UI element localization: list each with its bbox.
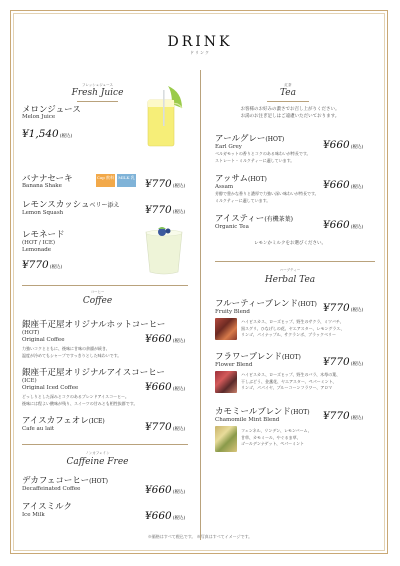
coffee-small-label: コーヒー: [90, 290, 105, 294]
fruity-blend-tax: (税込): [350, 308, 364, 313]
earl-grey-price-value: ¥660: [323, 139, 350, 151]
lemon-squash-name-text: レモンスカッシュ: [22, 200, 90, 210]
hot-coffee-price: [145, 333, 185, 345]
iced-coffee-en: Original Iced Coffee: [22, 385, 79, 391]
tea-intro-line1: お客様のお好みの濃さでお召し上がりください。: [240, 107, 340, 112]
decaf-price: [145, 484, 185, 496]
hot-coffee-en: Original Coffee: [22, 337, 65, 343]
lemonade-price: [22, 259, 62, 271]
assam-name-sub: (HOT): [247, 176, 267, 183]
fruity-blend-image: [215, 318, 237, 340]
hot-coffee-desc-line1: 力強いコクとともに、後味に甘味の余韻が続き、: [22, 346, 110, 351]
iced-coffee-sub: (ICE): [22, 378, 37, 384]
chamomile-blend-tax: (税込): [350, 416, 364, 421]
flower-blend-tax: (税込): [350, 362, 364, 367]
banana-shake-price-value: ¥770: [145, 178, 172, 190]
cafe-au-lait-name-sub: (ICE): [88, 418, 105, 425]
decaf-tax: (税込): [172, 490, 186, 495]
iced-tea-name-sub: (有機茶葉): [264, 216, 293, 223]
iced-tea-name-text: アイスティー: [215, 214, 265, 224]
caffeine-free-small-label: ノンカフェイン: [85, 451, 110, 455]
banana-shake-price: [145, 178, 185, 190]
lemonade-tax: (税込): [49, 265, 63, 270]
earl-grey-price: [323, 139, 363, 151]
assam-name-text: アッサム: [215, 174, 248, 184]
fruity-blend-desc: [241, 319, 381, 339]
flower-blend-desc-line3: リンゴ、パパイヤ、ブルーコーンフラワー、アロマ: [241, 385, 333, 390]
fresh-juice-heading: Fresh Juice: [71, 88, 124, 98]
ice-milk-price: [145, 510, 185, 522]
ice-milk-price-value: ¥660: [145, 510, 172, 522]
earl-grey-name: [215, 132, 284, 144]
assam-desc: [215, 191, 375, 204]
lemon-squash-tax: (税込): [172, 210, 186, 215]
ice-milk-tax: (税込): [172, 516, 186, 521]
flower-blend-en: Flower Blend: [215, 362, 253, 368]
tea-intro: [210, 106, 370, 120]
iced-tea-price-value: ¥660: [323, 219, 350, 231]
chamomile-blend-en: Chamomile Mint Blend: [215, 417, 280, 423]
fruity-blend-price-value: ¥770: [323, 302, 350, 314]
cafe-au-lait-tax: (税込): [172, 427, 186, 432]
melon-juice-image: [138, 82, 190, 148]
lemonade-price-value: ¥770: [22, 259, 49, 271]
iced-tea-price: [323, 219, 363, 231]
fruity-blend-name-text: フルーティーブレンド: [215, 299, 299, 309]
hot-coffee-name: 銀座千疋屋オリジナルホットコーヒー: [22, 320, 166, 330]
chamomile-blend-name-text: カモミールブレンド: [215, 407, 291, 417]
assam-tax: (税込): [350, 185, 364, 190]
herbal-top-rule: [215, 261, 375, 262]
lemon-squash-name: [22, 198, 120, 210]
page-subtitle: ドリンク: [190, 50, 210, 55]
assam-price: [323, 179, 363, 191]
earl-grey-en: Earl Grey: [215, 144, 242, 150]
cafe-au-lait-name-text: アイスカフェオレ: [22, 416, 89, 426]
ice-milk-en: Ice Milk: [22, 512, 45, 518]
fruity-blend-price: [323, 302, 363, 314]
assam-name: [215, 172, 267, 184]
tea-lemon-milk-note: レモンかミルクをお選びください。: [254, 241, 326, 246]
banana-shake-badge-milk: MILK 乳: [117, 174, 136, 187]
lemon-squash-name-small: ベリー添え: [89, 202, 120, 209]
decaf-price-value: ¥660: [145, 484, 172, 496]
melon-juice-en: Melon Juice: [22, 114, 56, 120]
iced-coffee-desc-line1: どっしりとした深みとコクのあるブレンドアイスコーヒー。: [22, 394, 129, 399]
melon-juice-tax: (税込): [59, 134, 73, 139]
chamomile-blend-desc-line1: フェンネル、リンデン、レモンバーム、: [241, 428, 312, 433]
fresh-juice-rule: [77, 101, 118, 102]
flower-blend-name-text: フラワーブレンド: [215, 352, 283, 362]
iced-tea-en: Organic Tea: [215, 224, 249, 230]
melon-juice-name: メロンジュース: [22, 105, 81, 115]
caffeine-free-top-rule: [22, 444, 188, 445]
earl-grey-desc: [215, 151, 375, 164]
herbal-heading: Herbal Tea: [264, 275, 316, 285]
fruity-blend-name: [215, 297, 317, 309]
flower-blend-desc-line1: ハイビスカス、ローズヒップ、野生のバラ、木苺の葉、: [241, 372, 341, 377]
footer-note: ※価格はすべて税込です。 ※写真はすべてイメージです。: [147, 534, 253, 539]
hot-coffee-desc-line2: 温度が冷めてもシャープですっきりとした味わいです。: [22, 352, 122, 358]
flower-blend-desc-line2: 干しぶどう、金盞花、ヤエアスター、ペパーミント、: [241, 378, 337, 384]
tea-rule: [267, 101, 309, 102]
cafe-au-lait-price: [145, 421, 185, 433]
decaf-en: Decaffeinated Coffee: [22, 486, 81, 492]
banana-shake-en: Banana Shake: [22, 183, 62, 189]
chamomile-blend-desc-line2: 甘草、カモミール、やぐるま草、: [241, 434, 301, 440]
iced-tea-tax: (税込): [350, 225, 364, 230]
fruity-blend-desc-line1: ハイビスカス、ローズヒップ、野生のサクラ、ミツバチ、: [241, 319, 344, 324]
chamomile-blend-desc: [241, 428, 381, 448]
decaf-name-text: デカフェコーヒー: [22, 476, 90, 486]
hot-coffee-sub: (HOT): [22, 330, 40, 336]
fresh-juice-small-label: フレッシュジュース: [81, 83, 113, 87]
flower-blend-name: [215, 350, 301, 362]
iced-tea-name: [215, 212, 293, 224]
melon-juice-price-value: ¥1,540: [22, 128, 59, 140]
decaf-name: [22, 474, 108, 486]
decaf-name-sub: (HOT): [89, 478, 108, 485]
flower-blend-desc: [241, 372, 381, 392]
chamomile-blend-desc-line3: ゴールデンナゲット、ペパーミント: [241, 441, 305, 446]
coffee-heading: Coffee: [82, 296, 113, 306]
chamomile-blend-price-value: ¥770: [323, 410, 350, 422]
chamomile-blend-name: [215, 405, 310, 417]
cafe-au-lait-en: Cafe au lait: [22, 426, 55, 432]
coffee-top-rule: [22, 285, 188, 286]
assam-desc-line2: ミルクティーに適しています。: [215, 197, 271, 203]
assam-en: Assam: [215, 184, 234, 190]
melon-juice-price: [22, 128, 72, 140]
tea-intro-line2: お湯のお注ぎ足しはご遠慮いただいております。: [240, 114, 340, 119]
column-divider: [200, 70, 201, 540]
iced-coffee-price: [145, 381, 185, 393]
flower-blend-image: [215, 371, 237, 393]
lemon-squash-price: [145, 204, 185, 216]
tea-small-label: 紅茶: [284, 83, 292, 87]
earl-grey-name-text: アールグレー: [215, 134, 266, 144]
lemonade-en: Lemonade: [22, 247, 52, 253]
fruity-blend-en: Fruity Blend: [215, 309, 250, 315]
iced-coffee-desc: [22, 394, 190, 407]
iced-coffee-tax: (税込): [172, 387, 186, 392]
banana-shake-name: バナナセーキ: [22, 174, 73, 184]
tea-heading: Tea: [280, 88, 296, 98]
flower-blend-name-sub: (HOT): [282, 354, 301, 361]
fruity-blend-name-sub: (HOT): [298, 301, 317, 308]
earl-grey-name-sub: (HOT): [265, 136, 285, 143]
lemonade-image: [140, 224, 188, 276]
iced-coffee-price-value: ¥660: [145, 381, 172, 393]
fruity-blend-desc-line3: リンゴ、パイナップル、サクランボ、ブラックベリー: [241, 332, 337, 337]
earl-grey-tax: (税込): [350, 145, 364, 150]
cafe-au-lait-price-value: ¥770: [145, 421, 172, 433]
hot-coffee-desc: [22, 346, 190, 359]
lemon-squash-price-value: ¥770: [145, 204, 172, 216]
caffeine-free-heading: Caffeine Free: [66, 457, 129, 467]
chamomile-blend-price: [323, 410, 363, 422]
flower-blend-price-value: ¥770: [323, 356, 350, 368]
lemonade-sub: (HOT / ICE): [22, 240, 56, 246]
lemon-squash-en: Lemon Squash: [22, 210, 64, 216]
earl-grey-desc-line1: ベルガモットの香りとコクのある味わいが特長です。: [215, 151, 311, 156]
earl-grey-desc-line2: ストレート・ミルクティーに適しています。: [215, 157, 295, 163]
herbal-small-label: ハーブティー: [279, 268, 301, 272]
hot-coffee-tax: (税込): [172, 339, 186, 344]
iced-coffee-name: 銀座千疋屋オリジナルアイスコーヒー: [22, 368, 165, 378]
banana-shake-tax: (税込): [172, 184, 186, 189]
chamomile-blend-name-sub: (HOT): [290, 409, 310, 416]
assam-price-value: ¥660: [323, 179, 350, 191]
flower-blend-price: [323, 356, 363, 368]
page-title: DRINK: [167, 34, 233, 50]
assam-desc-line1: 芳醇で豊かな香りと濃厚で力強い深い味わいが特長です。: [215, 191, 319, 196]
banana-shake-badge-cap: Cap 飲料: [96, 174, 115, 187]
hot-coffee-price-value: ¥660: [145, 333, 172, 345]
fruity-blend-desc-line2: 黒スグリ、ひなげしの花、ヤエアスター、レモングラス、: [241, 325, 345, 331]
ice-milk-name: アイスミルク: [22, 502, 72, 512]
cafe-au-lait-name: [22, 414, 105, 426]
chamomile-blend-image: [215, 426, 237, 452]
lemonade-name: レモネード: [22, 230, 65, 240]
iced-coffee-desc-line2: 後味には程よい酸味が残り、スイーツの甘みとも相性抜群です。: [22, 400, 138, 406]
